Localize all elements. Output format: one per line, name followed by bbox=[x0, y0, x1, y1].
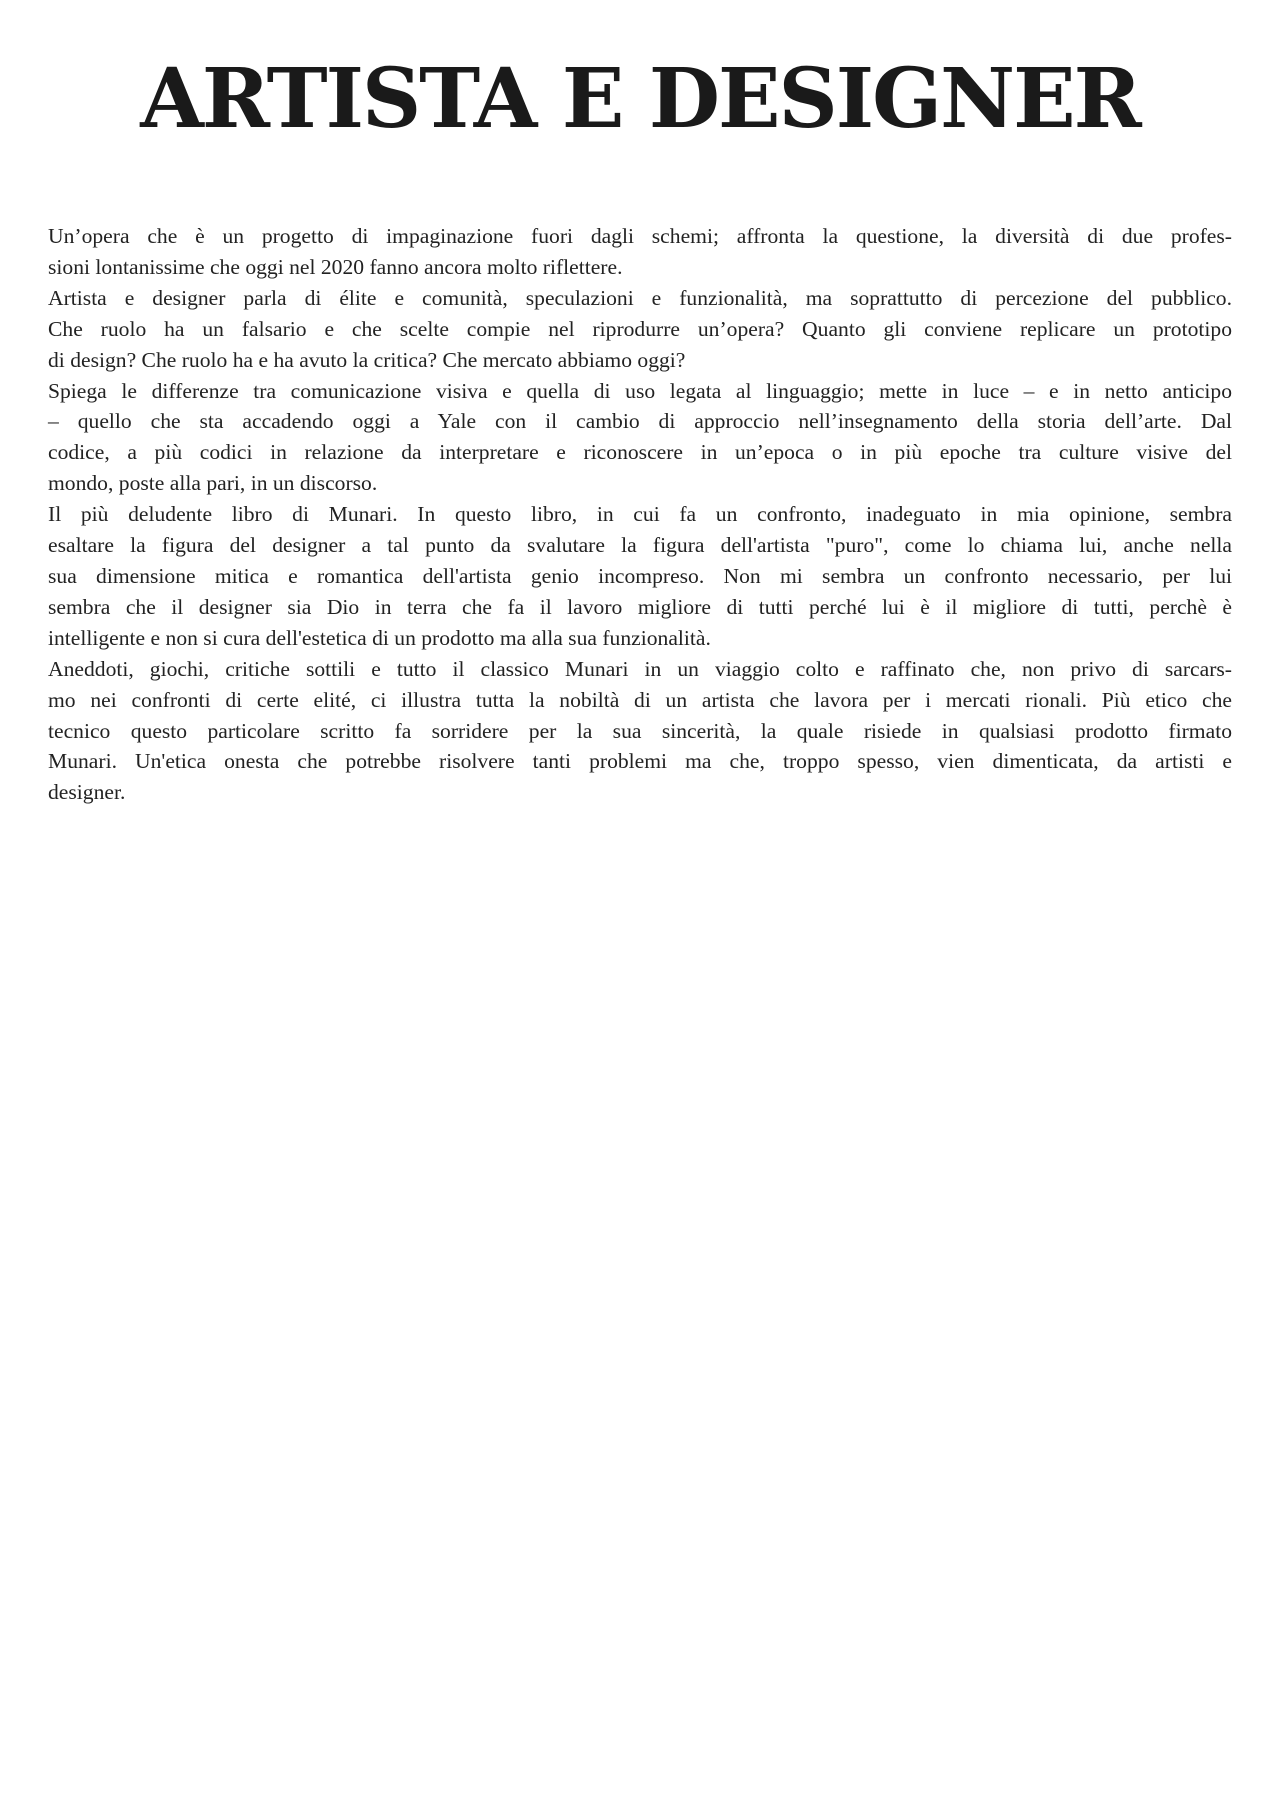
body-text bbox=[48, 221, 1232, 808]
text-line: intelligente e non si cura dell'estetica di un prodotto ma alla sua funzionalità. bbox=[48, 625, 711, 650]
text-line: Un’opera che è un progetto di impaginazione fuori dagli schemi; affronta la questione, la diversità di due profes- bbox=[48, 224, 1232, 248]
text-line: Spiega le differenze tra comunicazione visiva e quella di uso legata al linguaggio; mette in luce – e in netto anticipo bbox=[48, 378, 1232, 403]
page-title: ARTISTA E DESIGNER bbox=[140, 51, 1140, 147]
text-line: sembra che il designer sia Dio in terra che fa il lavoro migliore di tutti perché lui è il migliore di tutti, perchè è bbox=[48, 594, 1232, 619]
text-line: mo nei confronti di certe elité, ci illustra tutta la nobiltà di un artista che lavora per i mercati rionali. Più etico che bbox=[48, 687, 1232, 712]
text-line: Artista e designer parla di élite e comunità, speculazioni e funzionalità, ma soprattutto di percezione del pubblico. bbox=[48, 285, 1232, 310]
text-line: Aneddoti, giochi, critiche sottili e tutto il classico Munari in un viaggio colto e raffinato che, non privo di sarcars- bbox=[48, 656, 1232, 681]
text-line: Il più deludente libro di Munari. In questo libro, in cui fa un confronto, inadeguato in mia opinione, sembra bbox=[48, 502, 1232, 527]
text-line: tecnico questo particolare scritto fa sorridere per la sua sincerità, la quale risiede in qualsiasi prodotto firmato bbox=[48, 718, 1232, 743]
text-line: codice, a più codici in relazione da interpretare e riconoscere in un’epoca o in più epoche tra culture visive del bbox=[48, 440, 1232, 465]
text-line: sioni lontanissime che oggi nel 2020 fanno ancora molto riflettere. bbox=[48, 254, 623, 279]
text-line: Che ruolo ha un falsario e che scelte compie nel riprodurre un’opera? Quanto gli conviene replicare un prototipo bbox=[48, 316, 1232, 341]
text-line: designer. bbox=[48, 780, 126, 805]
text-line: mondo, poste alla pari, in un discorso. bbox=[48, 471, 378, 496]
text-line: – quello che sta accadendo oggi a Yale con il cambio di approccio nell’insegnamento della storia dell’arte. Dal bbox=[48, 409, 1232, 434]
text-line: sua dimensione mitica e romantica dell'artista genio incompreso. Non mi sembra un confronto necessario, per lui bbox=[48, 563, 1232, 588]
text-line: Munari. Un'etica onesta che potrebbe risolvere tanti problemi ma che, troppo spesso, vien dimenticata, da artisti e bbox=[48, 749, 1232, 774]
text-line: di design? Che ruolo ha e ha avuto la critica? Che mercato abbiamo oggi? bbox=[48, 347, 686, 372]
text-line: esaltare la figura del designer a tal punto da svalutare la figura dell'artista "puro", come lo chiama lui, anche nella bbox=[48, 533, 1232, 558]
